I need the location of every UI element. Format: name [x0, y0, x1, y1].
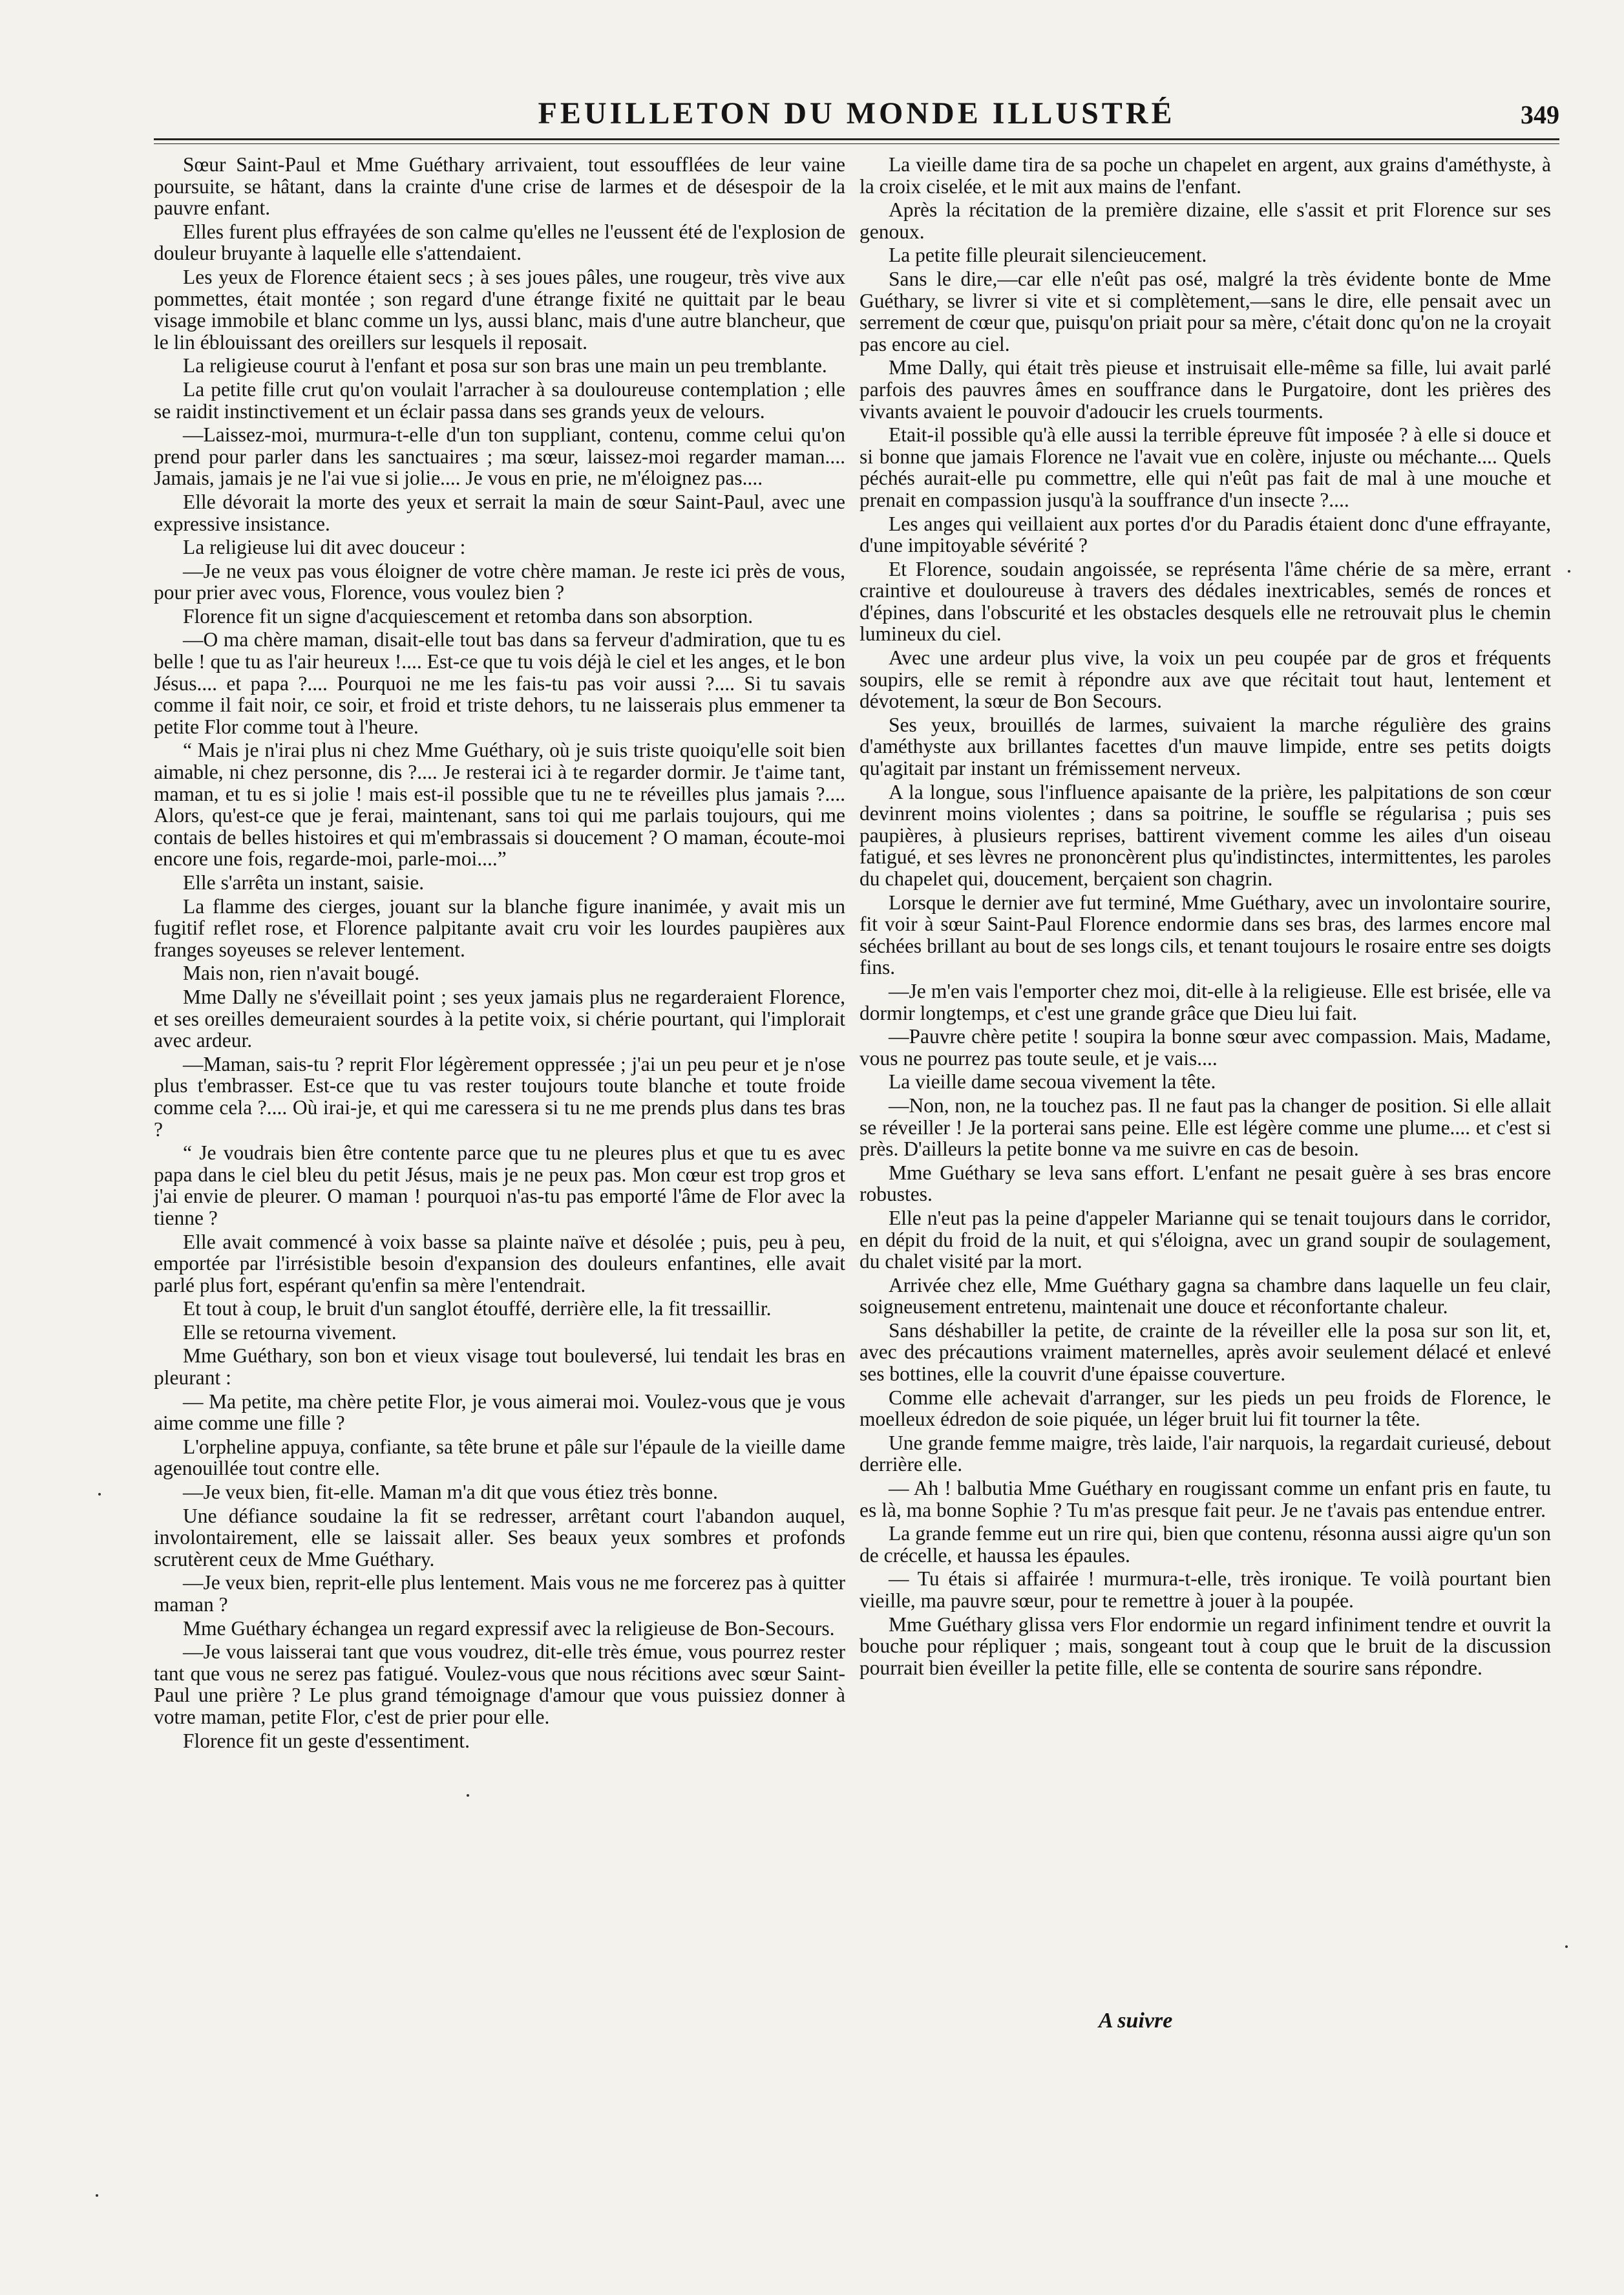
paragraph: Ses yeux, brouillés de larmes, suivaient la marche régulière des grains d'améthyste aux brillantes facettes d'un mauve limpide, entre ses petits doigts qu'agitait par instant un frémissement nerveux. [859, 713, 1551, 780]
paragraph: Mme Dally, qui était très pieuse et instruisait elle-même sa fille, lui avait parlé parfois des pauvres âmes en souffrance dans le Purgatoire, dont les prières des vivants avaient le pouvoir d'adoucir les cruels tourments. [859, 356, 1551, 423]
paragraph: Florence fit un signe d'acquiescement et retomba dans son absorption. [183, 604, 754, 628]
print-speck [1565, 1945, 1568, 1948]
paragraph: Etait-il possible qu'à elle aussi la terrible épreuve fût imposée ? à elle si douce et si bonne que jamais Florence ne l'avait vue en colère, injuste ou méchante.... Quels péchés aurait-elle pu commettre, elle qui n'eût pas fait de mal à une mouche et prenait en compassion jusqu'à la souffrance d'un insecte ?.... [859, 423, 1551, 511]
page-header [154, 96, 1559, 136]
paragraph: Sans déshabiller la petite, de crainte de la réveiller elle la posa sur son lit, et, avec des précautions vraiment maternelles, après avoir seulement délacé et enlevé ses bottines, elle la couvrit d'une épaisse couverture. [859, 1318, 1551, 1386]
paragraph: —Je veux bien, reprit-elle plus lentement. Mais vous ne me forcerez pas à quitter maman ? [154, 1571, 845, 1616]
page-number: 349 [1521, 100, 1559, 129]
paragraph: — Ah ! balbutia Mme Guéthary en rougissant comme un enfant pris en faute, tu es là, ma bonne Sophie ? Tu m'as presque fait peur. Je ne t'avais pas entendue entrer. [859, 1477, 1551, 1521]
print-speck [98, 1493, 101, 1496]
paragraph: —Je m'en vais l'emporter chez moi, dit-elle à la religieuse. Elle est brisée, elle va dormir longtemps, et c'est une grande grâce que Dieu lui fait. [859, 979, 1551, 1024]
paragraph: — Ma petite, ma chère petite Flor, je vous aimerai moi. Voulez-vous que je vous aime comme une fille ? [154, 1390, 845, 1435]
paragraph: Mme Guéthary glissa vers Flor endormie un regard infiniment tendre et ouvrit la bouche pour répliquer ; mais, songeant tout à coup que le bruit de la discussion pourrait bien éveiller la petite fille, elle se contenta de sourire sans répondre. [859, 1613, 1551, 1679]
paragraph: Elle se retourna vivement. [183, 1320, 397, 1344]
paragraph: Une défiance soudaine la fit se redresser, arrêtant court l'abandon auquel, involontairement, elle se laissait aller. Ses beaux yeux sombres et profonds scrutèrent ceux de Mme Guéthary. [154, 1504, 845, 1571]
paragraph: “ Je voudrais bien être contente parce que tu ne pleures plus et que tu es avec papa dans le ciel bleu du petit Jésus, mais je ne peux pas. Mon cœur est trop gros et j'ai envie de pleurer. O maman ! pourquoi n'as-tu pas emporté l'âme de Flor avec la tienne ? [154, 1141, 845, 1229]
print-speck [467, 1794, 469, 1797]
print-speck [96, 2194, 98, 2197]
right-column [859, 154, 1551, 1680]
header-rule-thick [154, 138, 1559, 140]
paragraph: —Laissez-moi, murmura-t-elle d'un ton suppliant, contenu, comme celui qu'on prend pour parler dans les sanctuaires ; ma sœur, laissez-moi regarder maman.... Jamais, jamais je ne l'ai vue si jolie.... Je vous en prie, ne m'éloignez pas.... [154, 423, 845, 490]
paragraph: Mme Guéthary, son bon et vieux visage tout bouleversé, lui tendait les bras en pleurant : [154, 1344, 845, 1390]
paragraph: Mais non, rien n'avait bougé. [183, 962, 420, 985]
paragraph: La vieille dame tira de sa poche un chapelet en argent, aux grains d'améthyste, à la croix ciselée, et le mit aux mains de l'enfant. [859, 153, 1551, 198]
paragraph: —O ma chère maman, disait-elle tout bas dans sa ferveur d'admiration, que tu es belle ! que tu as l'air heureux !.... Est-ce que tu vois déjà le ciel et les anges, et le bon Jésus.... et papa ?.... Pourquoi ne me les fais-tu pas voir aussi ?.... Si tu savais comme il fait noir, ce soir, et froid et triste dehors, tu ne laisserais plus emmener ta petite Flor comme tout à l'heure. [154, 628, 845, 738]
paragraph: A la longue, sous l'influence apaisante de la prière, les palpitations de son cœur devinrent moins violentes ; dans sa poitrine, le souffle se régularisa ; puis ses paupières, à plusieurs reprises, battirent vivement comme les ailes d'un oiseau fatigué, et ses lèvres ne prononcèrent plus qu'indistinctes, intermittentes, les paroles du chapelet qui, doucement, berçaient son chagrin. [859, 780, 1551, 890]
left-column [154, 154, 845, 1753]
paragraph: Elles furent plus effrayées de son calme qu'elles ne l'eussent été de l'explosion de douleur bruyante à laquelle elle s'attendaient. [154, 220, 845, 265]
paragraph: —Je veux bien, fit-elle. Maman m'a dit que vous étiez très bonne. [183, 1481, 718, 1504]
paragraph: Sœur Saint-Paul et Mme Guéthary arrivaient, tout essoufflées de leur vaine poursuite, se hâtant, dans la crainte d'une crise de larmes et de désespoir de la pauvre enfant. [154, 153, 845, 220]
paragraph: Elle dévorait la morte des yeux et serrait la main de sœur Saint-Paul, avec une expressive insistance. [154, 490, 845, 535]
paragraph: Elle avait commencé à voix basse sa plainte naïve et désolée ; puis, peu à peu, emportée par l'irrésistible besoin d'expansion des douleurs enfantines, elle avait parlé plus fort, espérant qu'enfin sa mère l'entendrait. [154, 1230, 845, 1296]
paragraph: Elle s'arrêta un instant, saisie. [183, 871, 425, 894]
paragraph: “ Mais je n'irai plus ni chez Mme Guéthary, où je suis triste quoiqu'elle soit bien aimable, ni chez personne, dis ?.... Je resterai ici à te regarder dormir. Je t'aime tant, maman, et tu es si jolie ! mais est-il possible que tu ne te réveilles plus jamais ?.... Alors, qu'est-ce que je ferai, maintenant, sans toi qui me parlais toujours, qui me contais de belles histoires et qui m'embrassais si doucement ? O maman, écoute-moi encore une fois, regarde-moi, parle-moi....” [154, 739, 845, 871]
paragraph: La vieille dame secoua vivement la tête. [889, 1070, 1216, 1094]
paragraph: La petite fille pleurait silencieucement. [889, 244, 1207, 267]
paragraph: La petite fille crut qu'on voulait l'arracher à sa douloureuse contemplation ; elle se raidit instinctivement et un éclair passa dans ses grands yeux de velours. [154, 377, 845, 423]
page-title: FEUILLETON DU MONDE ILLUSTRÉ [538, 96, 1176, 131]
paragraph: Mme Guéthary échangea un regard expressif avec la religieuse de Bon-Secours. [183, 1616, 835, 1640]
paragraph: — Tu étais si affairée ! murmura-t-elle, très ironique. Te voilà pourtant bien vieille, ma pauvre sœur, pour te remettre à jouer à la poupée. [859, 1567, 1551, 1612]
paragraph: Une grande femme maigre, très laide, l'air narquois, la regardait curieusé, debout derrière elle. [859, 1431, 1551, 1476]
paragraph: La flamme des cierges, jouant sur la blanche figure inanimée, y avait mis un fugitif reflet rose, et Florence palpitante avait cru voir les lourdes paupières aux franges soyeuses se relever lentement. [154, 894, 845, 961]
paragraph: Les anges qui veillaient aux portes d'or du Paradis étaient donc d'une effrayante, d'une impitoyable sévérité ? [859, 512, 1551, 557]
paragraph: —Je vous laisserai tant que vous voudrez, dit-elle très émue, vous pourrez rester tant que vous ne serez pas fatigué. Voulez-vous que nous récitions avec sœur Saint-Paul une prière ? Le plus grand témoignage d'amour que vous puissiez donner à votre maman, petite Flor, c'est de prier pour elle. [154, 1640, 845, 1728]
paragraph: Après la récitation de la première dizaine, elle s'assit et prit Florence sur ses genoux. [859, 198, 1551, 243]
paragraph: La religieuse lui dit avec douceur : [183, 536, 466, 559]
paragraph: Les yeux de Florence étaient secs ; à ses joues pâles, une rougeur, très vive aux pommettes, était montée ; son regard d'une étrange fixité ne quittait par le beau visage immobile et blanc comme un lys, aussi blanc, mais d'une autre blancheur, que le lin éblouissant des oreillers sur lesquels il reposait. [154, 265, 845, 354]
paragraph: L'orpheline appuya, confiante, sa tête brune et pâle sur l'épaule de la vieille dame agenouillée tout contre elle. [154, 1435, 845, 1480]
paragraph: —Je ne veux pas vous éloigner de votre chère maman. Je reste ici près de vous, pour prier avec vous, Florence, vous voulez bien ? [154, 559, 845, 604]
paragraph: Comme elle achevait d'arranger, sur les pieds un peu froids de Florence, le moelleux édredon de soie piquée, un léger bruit lui fit tourner la tête. [859, 1386, 1551, 1431]
paragraph: Mme Guéthary se leva sans effort. L'enfant ne pesait guère à ses bras encore robustes. [859, 1161, 1551, 1206]
paragraph: —Maman, sais-tu ? reprit Flor légèrement oppressée ; j'ai un peu peur et je n'ose plus t'embrasser. Est-ce que tu vas rester toujours toute blanche et toute froide comme cela ?.... Où irai-je, et qui me caressera si tu ne me prends plus dans tes bras ? [154, 1052, 845, 1141]
paragraph: Arrivée chez elle, Mme Guéthary gagna sa chambre dans laquelle un feu clair, soigneusement entretenu, maintenait une douce et réconfortante chaleur. [859, 1273, 1551, 1318]
paragraph: La grande femme eut un rire qui, bien que contenu, résonna aussi aigre qu'un son de crécelle, et haussa les épaules. [859, 1522, 1551, 1567]
paragraph: Elle n'eut pas la peine d'appeler Marianne qui se tenait toujours dans le corridor, en dépit du froid de la nuit, et qui s'éloigna, avec un grand soupir de soulagement, du chalet visité par la mort. [859, 1206, 1551, 1273]
paragraph: Et Florence, soudain angoissée, se représenta l'âme chérie de sa mère, errant craintive et douloureuse à travers des dédales inextricables, semés de ronces et d'épines, dans l'obscurité et les obstacles desquels elle ne retrouvait plus le chemin lumineux du ciel. [859, 557, 1551, 646]
paragraph: La religieuse courut à l'enfant et posa sur son bras une main un peu tremblante. [183, 354, 827, 377]
paragraph: Et tout à coup, le bruit d'un sanglot étouffé, derrière elle, la fit tressaillir. [183, 1297, 772, 1320]
header-rule-thin [154, 143, 1559, 144]
paragraph: Avec une ardeur plus vive, la voix un peu coupée par de gros et fréquents soupirs, elle se remit à répondre aux ave que récitait tout haut, lentement et dévotement, la sœur de Bon Secours. [859, 646, 1551, 713]
a-suivre-label: A suivre [1099, 2009, 1173, 2033]
paragraph: Sans le dire,—car elle n'eût pas osé, malgré la très évidente bonte de Mme Guéthary, se livrer si vite et si complètement,—sans le dire, elle pensait avec un serrement de cœur que, puisqu'on priait pour sa mère, c'était donc qu'on ne la croyait pas encore au ciel. [859, 267, 1551, 355]
paragraph: —Pauvre chère petite ! soupira la bonne sœur avec compassion. Mais, Madame, vous ne pourrez pas toute seule, et je vais.... [859, 1025, 1551, 1070]
print-speck [1568, 570, 1570, 573]
paragraph: —Non, non, ne la touchez pas. Il ne faut pas la changer de position. Si elle allait se réveiller ! Je la porterai sans peine. Elle est légère comme une plume.... et c'est si près. D'ailleurs la petite bonne va me suivre en cas de besoin. [859, 1094, 1551, 1161]
paragraph: Florence fit un geste d'essentiment. [183, 1729, 470, 1752]
paragraph: Lorsque le dernier ave fut terminé, Mme Guéthary, avec un involontaire sourire, fit voir à sœur Saint-Paul Florence endormie dans ses bras, des larmes encore mal séchées brillant au bout de ses longs cils, et tenant toujours le rosaire entre ses doigts fins. [859, 891, 1551, 979]
paragraph: Mme Dally ne s'éveillait point ; ses yeux jamais plus ne regarderaient Florence, et ses oreilles demeuraient sourdes à la petite voix, si chérie pourtant, qui l'implorait avec ardeur. [154, 985, 845, 1052]
